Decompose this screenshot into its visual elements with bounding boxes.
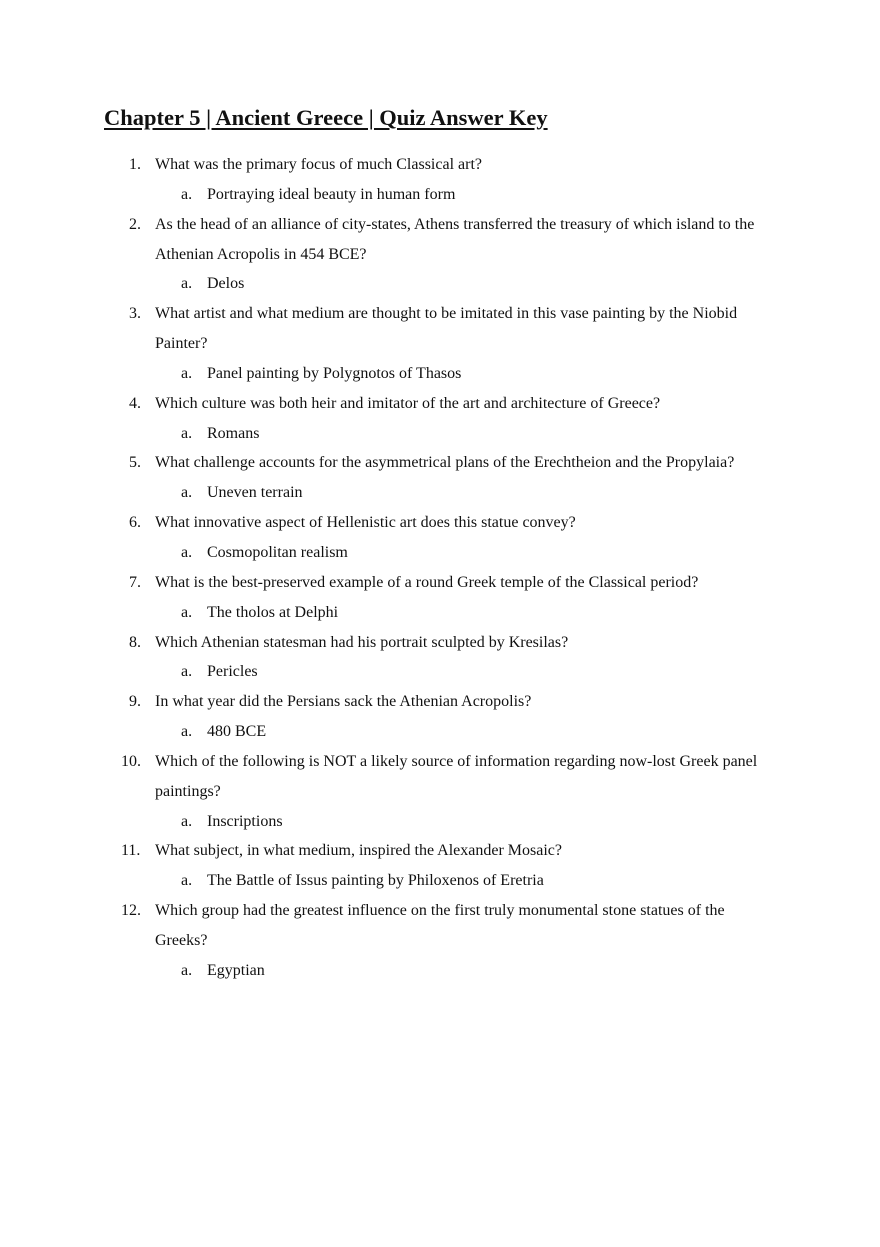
page-title: Chapter 5 | Ancient Greece | Quiz Answer Key: [104, 105, 548, 130]
answer-text: Egyptian: [207, 961, 265, 979]
answer-text: Panel painting by Polygnotos of Thasos: [207, 364, 462, 382]
question-text: Which culture was both heir and imitator of the art and architecture of Greece?: [155, 394, 661, 412]
question-text: As the head of an alliance of city-states, Athens transferred the treasury of which island to the Athenian Acropolis in 454 BCE?: [155, 215, 755, 263]
question-list: [0, 150, 880, 986]
question: [0, 299, 777, 359]
question-text: Which group had the greatest influence on the first truly monumental stone statues of the Greeks?: [155, 902, 725, 949]
answer-label: a.: [181, 872, 193, 890]
answer-label: a.: [181, 543, 193, 561]
answer-label: a.: [181, 484, 193, 502]
answer: [0, 717, 880, 747]
answer: [0, 478, 880, 508]
question-number: 5.: [129, 454, 141, 472]
question: [0, 747, 777, 807]
question-item: [0, 568, 880, 628]
answer-text: Inscriptions: [207, 812, 283, 830]
answer: [0, 180, 880, 210]
question: [0, 508, 777, 538]
answer: [0, 269, 880, 299]
answer: [0, 807, 880, 837]
question: [0, 448, 777, 478]
question-item: [0, 896, 880, 986]
question: [0, 150, 777, 180]
question-text: What was the primary focus of much Classical art?: [155, 156, 482, 173]
question: [0, 568, 777, 598]
question-number: 8.: [129, 633, 141, 651]
question-item: [0, 687, 880, 747]
answer-text: Portraying ideal beauty in human form: [207, 185, 456, 203]
answer-label: a.: [181, 663, 193, 681]
question-number: 12.: [121, 902, 141, 920]
question: [0, 389, 777, 419]
question-item: [0, 210, 880, 300]
answer-label: a.: [181, 812, 193, 830]
question: [0, 896, 777, 956]
answer: [0, 538, 880, 568]
question-item: [0, 628, 880, 688]
answer-label: a.: [181, 961, 193, 979]
question-item: [0, 448, 880, 508]
question-item: [0, 150, 880, 210]
question-text: What artist and what medium are thought to be imitated in this vase painting by the Niobid Painter?: [155, 305, 738, 353]
answer-text: Delos: [207, 275, 245, 293]
question-item: [0, 747, 880, 837]
question-number: 1.: [129, 156, 141, 173]
answer-text: 480 BCE: [207, 723, 267, 741]
answer: [0, 657, 880, 687]
question-text: In what year did the Persians sack the Athenian Acropolis?: [155, 693, 532, 711]
question: [0, 836, 777, 866]
question-text: What is the best-preserved example of a round Greek temple of the Classical period?: [155, 573, 699, 591]
question-number: 4.: [129, 394, 141, 412]
question-item: [0, 299, 880, 389]
answer-label: a.: [181, 364, 193, 382]
question-item: [0, 389, 880, 449]
answer: [0, 866, 880, 896]
question-text: What innovative aspect of Hellenistic art does this statue convey?: [155, 514, 576, 532]
answer-label: a.: [181, 185, 193, 203]
question-number: 6.: [129, 514, 141, 532]
answer-text: The Battle of Issus painting by Philoxenos of Eretria: [207, 872, 544, 890]
answer-label: a.: [181, 603, 193, 621]
question: [0, 210, 777, 270]
answer: [0, 419, 880, 449]
answer-label: a.: [181, 723, 193, 741]
question-item: [0, 836, 880, 896]
question-number: 10.: [121, 752, 141, 770]
answer-label: a.: [181, 424, 193, 442]
question-text: Which Athenian statesman had his portrait sculpted by Kresilas?: [155, 633, 569, 651]
question: [0, 628, 777, 658]
answer-text: Uneven terrain: [207, 484, 303, 502]
question-number: 7.: [129, 573, 141, 591]
answer: [0, 359, 880, 389]
question-text: What challenge accounts for the asymmetrical plans of the Erechtheion and the Propylaia?: [155, 454, 735, 472]
answer-text: Pericles: [207, 663, 258, 681]
question-text: Which of the following is NOT a likely source of information regarding now-lost Greek panel paintings?: [155, 752, 758, 800]
question: [0, 687, 777, 717]
answer-text: The tholos at Delphi: [207, 603, 339, 621]
question-number: 9.: [129, 693, 141, 711]
answer: [0, 956, 880, 986]
answer-label: a.: [181, 275, 193, 293]
question-number: 3.: [129, 305, 141, 323]
question-number: 11.: [121, 842, 141, 860]
question-number: 2.: [129, 215, 141, 233]
answer-text: Cosmopolitan realism: [207, 543, 348, 561]
answer-text: Romans: [207, 424, 260, 442]
question-text: What subject, in what medium, inspired the Alexander Mosaic?: [155, 842, 562, 860]
question-item: [0, 508, 880, 568]
answer: [0, 598, 880, 628]
